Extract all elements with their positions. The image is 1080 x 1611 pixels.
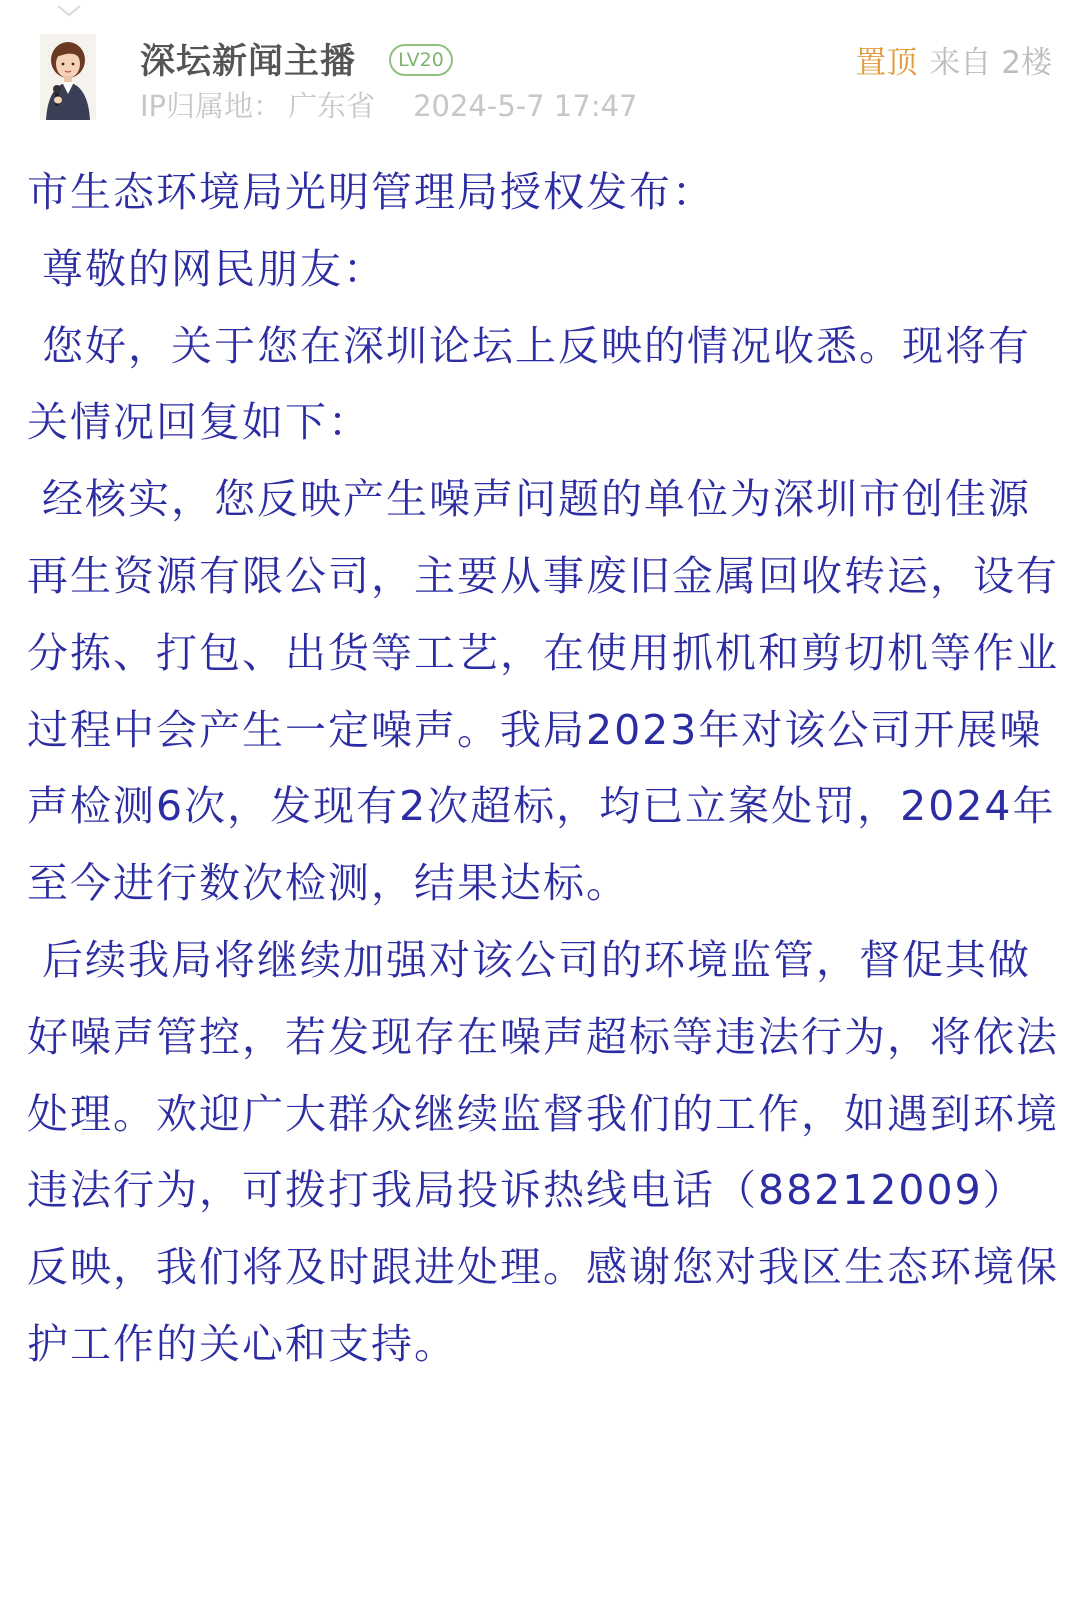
post-paragraph: 市生态环境局光明管理局授权发布： xyxy=(27,168,715,216)
post-body xyxy=(27,154,1067,1383)
level-badge: LV20 xyxy=(389,44,453,76)
ip-location: 广东省 xyxy=(288,89,376,123)
pinned-label: 置顶 xyxy=(855,45,918,81)
post-paragraph: 经核实，您反映产生噪声问题的单位为深圳市创佳源再生资源有限公司，主要从事废旧金属回收转运，设有分拣、打包、出货等工艺，在使用抓机和剪切机等作业过程中会产生一定噪声。我局2023年对该公司开展噪声检测6次，发现有2次超标，均已立案处罚，2024年至今进行数次检测，结果达标。 xyxy=(27,475,1059,908)
post-paragraph: 后续我局将继续加强对该公司的环境监管，督促其做好噪声管控，若发现存在噪声超标等违法行为，将依法处理。欢迎广大群众继续监督我们的工作，如遇到环境违法行为，可拨打我局投诉热线电话（88212009）反映，我们将及时跟进处理。感谢您对我区生态环境保护工作的关心和支持。 xyxy=(27,935,1059,1368)
ip-label: IP归属地： xyxy=(140,89,283,123)
source-label: 来自 xyxy=(929,45,992,81)
post-paragraph: 您好，关于您在深圳论坛上反映的情况收悉。现将有关情况回复如下： xyxy=(27,321,1032,447)
post-header xyxy=(0,0,1080,140)
post-timestamp: 2024-5-7 17:47 xyxy=(413,89,638,123)
username[interactable]: 深坛新闻主播 xyxy=(140,42,357,82)
floor-label[interactable]: 2楼 xyxy=(1001,45,1052,81)
anchor-avatar-icon xyxy=(40,34,96,120)
avatar[interactable] xyxy=(40,34,96,120)
post-paragraph: 尊敬的网民朋友： xyxy=(27,244,387,293)
post-meta xyxy=(140,86,638,126)
post-info xyxy=(855,40,1052,86)
